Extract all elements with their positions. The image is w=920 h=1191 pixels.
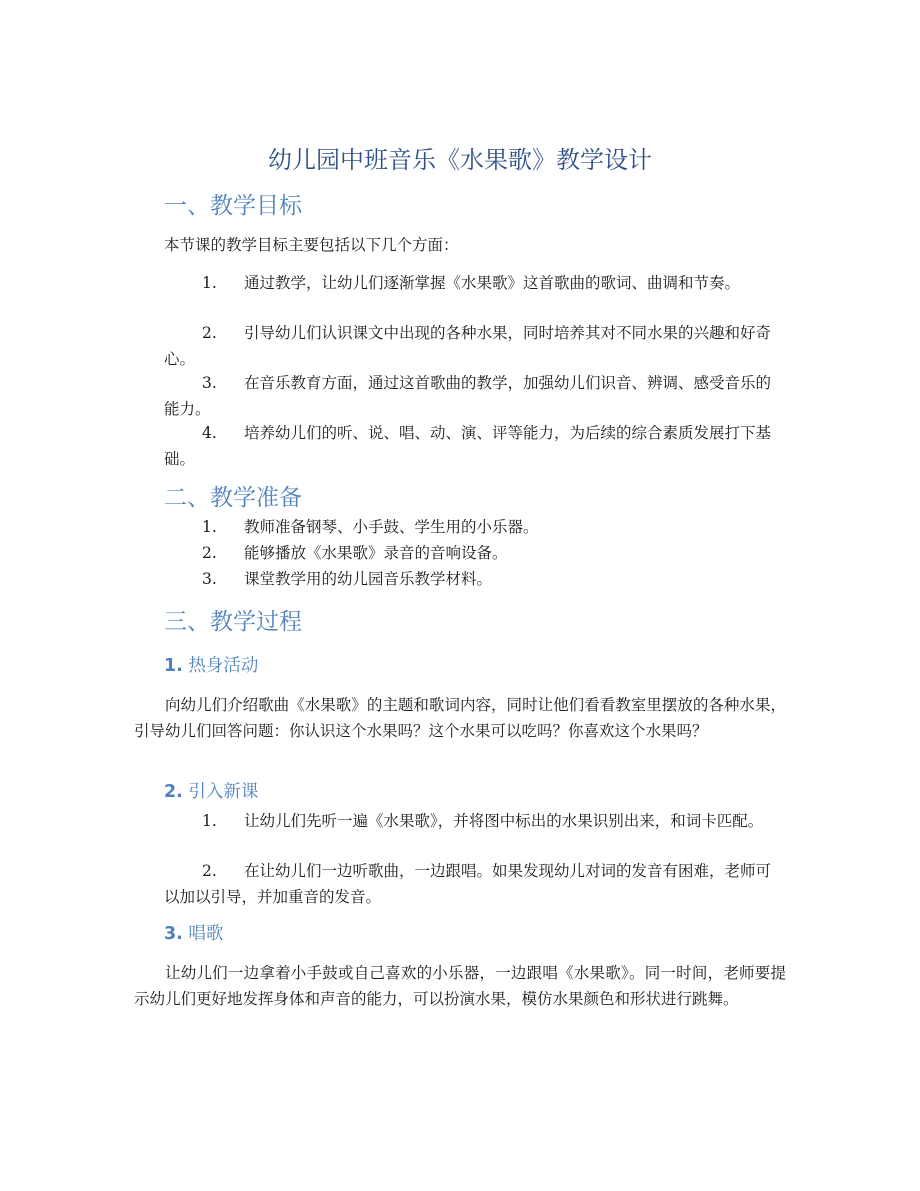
warmup-paragraph: 向幼儿们介绍歌曲《水果歌》的主题和歌词内容，同时让他们看看教室里摆放的各种水果，引导幼儿们回答问题：你认识这个水果吗？这个水果可以吃吗？你喜欢这个水果吗？ xyxy=(134,696,786,740)
objective-item-3 xyxy=(164,370,786,422)
preparation-item-3 xyxy=(202,566,492,592)
objective-item-number: 2. xyxy=(202,324,217,342)
preparation-item-number: 1. xyxy=(202,518,217,536)
new-lesson-item-2 xyxy=(164,858,786,910)
preparation-item-number: 2. xyxy=(202,544,217,562)
section-heading-preparation: 二、教学准备 xyxy=(164,485,302,511)
preparation-item-2 xyxy=(202,540,508,566)
preparation-item-1 xyxy=(202,514,539,540)
preparation-item-text: 课堂教学用的幼儿园音乐教学材料。 xyxy=(244,570,493,588)
document-title: 幼儿园中班音乐《水果歌》教学设计 xyxy=(268,146,652,174)
new-lesson-item-1 xyxy=(164,808,786,834)
new-lesson-item-number: 1. xyxy=(202,812,217,830)
objective-item-text: 通过教学，让幼儿们逐渐掌握《水果歌》这首歌曲的歌词、曲调和节奏。 xyxy=(244,274,741,292)
section-heading-objectives: 一、教学目标 xyxy=(164,193,302,219)
objectives-intro: 本节课的教学目标主要包括以下几个方面： xyxy=(164,236,459,254)
objective-item-text: 引导幼儿们认识课文中出现的各种水果，同时培养其对不同水果的兴趣和好奇心。 xyxy=(164,324,772,368)
subsection-heading-new-lesson: 2. 引入新课 xyxy=(164,782,259,802)
objective-item-text: 在音乐教育方面，通过这首歌曲的教学，加强幼儿们识音、辨调、感受音乐的能力。 xyxy=(164,374,772,418)
objective-item-1 xyxy=(164,270,786,296)
subsection-heading-singing: 3. 唱歌 xyxy=(164,924,224,944)
section-heading-process: 三、教学过程 xyxy=(164,609,302,635)
subsection-heading-warmup: 1. 热身活动 xyxy=(164,656,259,676)
objective-item-number: 1. xyxy=(202,274,217,292)
preparation-item-text: 能够播放《水果歌》录音的音响设备。 xyxy=(244,544,508,562)
objective-item-number: 4. xyxy=(202,424,217,442)
objective-item-2 xyxy=(164,320,786,372)
preparation-item-text: 教师准备钢琴、小手鼓、学生用的小乐器。 xyxy=(244,518,539,536)
objective-item-number: 3. xyxy=(202,374,217,392)
new-lesson-item-number: 2. xyxy=(202,862,217,880)
new-lesson-item-text: 在让幼儿们一边听歌曲，一边跟唱。如果发现幼儿对词的发音有困难，老师可以加以引导，并加重音的发音。 xyxy=(164,862,772,906)
objective-item-4 xyxy=(164,420,786,472)
objective-item-text: 培养幼儿们的听、说、唱、动、演、评等能力，为后续的综合素质发展打下基础。 xyxy=(164,424,772,468)
preparation-item-number: 3. xyxy=(202,570,217,588)
new-lesson-item-text: 让幼儿们先听一遍《水果歌》，并将图中标出的水果识别出来，和词卡匹配。 xyxy=(244,812,764,830)
singing-paragraph: 让幼儿们一边拿着小手鼓或自己喜欢的小乐器，一边跟唱《水果歌》。同一时间，老师要提示幼儿们更好地发挥身体和声音的能力，可以扮演水果，模仿水果颜色和形状进行跳舞。 xyxy=(134,964,786,1008)
